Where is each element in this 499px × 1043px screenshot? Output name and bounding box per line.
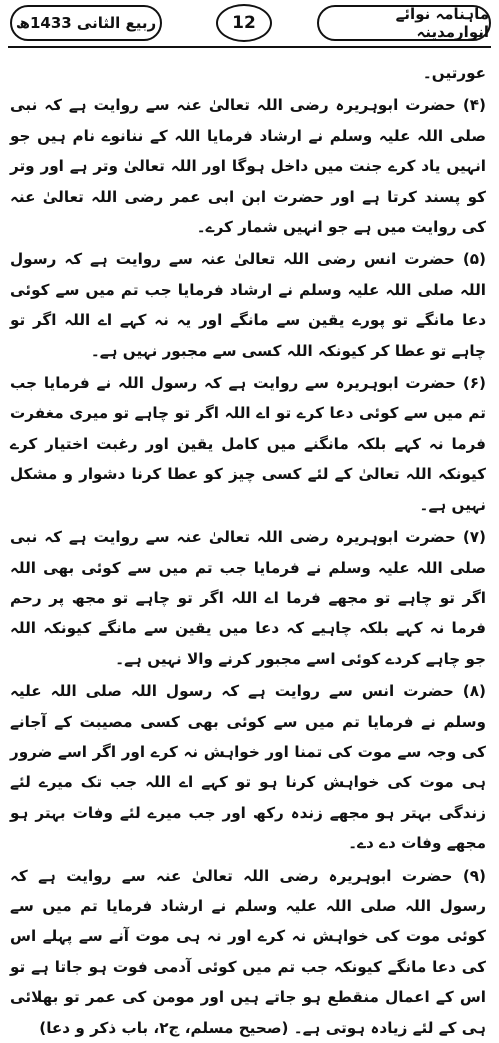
- header-divider: [8, 46, 491, 48]
- paragraph-6: (۶) حضرت ابوہریرہ سے روایت ہے کہ رسول اللہ نے فرمایا جب تم میں سے کوئی دعا کرے تو اے اللہ اگر تو چاہے تو میری مغفرت فرما نہ کہے بلکہ مانگنے میں کامل یقین اور رغبت اختیار کرے کیونکہ اللہ تعالیٰ کے لئے کسی چیز کو عطا کرنا دشوار و مشکل نہیں ہے۔: [10, 374, 486, 514]
- paragraph-9: (۹) حضرت ابوہریرہ رضی اللہ تعالیٰ عنہ سے روایت ہے کہ رسول اللہ صلی اللہ علیہ وسلم نے ارشاد فرمایا تم میں سے کوئی موت کی خواہش نہ کرے اور نہ ہی موت آنے سے پہلے اس کی دعا مانگے کیونکہ جب تم میں کوئی آدمی فوت ہو جاتا ہے تو اس کے اعمال منقطع ہو جاتے ہیں اور مومن کی عمر تو بھلائی ہی کے لئے زیادہ ہوتی ہے۔ (صحیح مسلم، ج۲، باب ذکر و دعا): [10, 866, 486, 1037]
- page-number: 12: [216, 4, 272, 42]
- issue-date: ربیع الثانی 1433ھ: [10, 5, 162, 41]
- magazine-title: ماہنامہ نوائے انوارمدینہ: [317, 5, 491, 41]
- paragraph-4: (۴) حضرت ابوہریرہ رضی اللہ تعالیٰ عنہ سے روایت ہے کہ نبی صلی اللہ علیہ وسلم نے ارشاد فرمایا اللہ کے ننانوے نام ہیں جو انہیں یاد کرے جنت میں داخل ہوگا اور اللہ تعالیٰ وتر ہے اور وتر کو پسند کرتا ہے اور حضرت ابن ابی عمر رضی اللہ تعالیٰ عنہ کی روایت میں ہے جو انہیں شمار کرے۔: [10, 96, 486, 237]
- paragraph-5: (۵) حضرت انس رضی اللہ تعالیٰ عنہ سے روایت ہے کہ رسول اللہ صلی اللہ علیہ وسلم نے ارشاد فرمایا جب تم میں سے کوئی دعا مانگے تو پورے یقین سے مانگے اور یہ نہ کہے اے اللہ اگر تو چاہے تو عطا کر کیونکہ اللہ کسی سے مجبور نہیں ہے۔: [10, 250, 486, 360]
- paragraph-intro: عورتیں۔: [422, 64, 486, 82]
- paragraph-7: (۷) حضرت ابوہریرہ رضی اللہ تعالیٰ عنہ سے روایت ہے کہ نبی صلی اللہ علیہ وسلم نے فرمایا جب تم میں سے کوئی بھی اللہ اگر تو چاہے تو مجھے فرما اے اللہ اگر تو چاہے تو مجھ پر رحم فرما نہ کہے بلکہ چاہیے کہ دعا میں یقین سے مانگے کیونکہ اللہ جو چاہے کردے کوئی اسے مجبور کرنے والا نہیں ہے۔: [10, 528, 486, 668]
- paragraph-8: (۸) حضرت انس سے روایت ہے کہ رسول اللہ صلی اللہ علیہ وسلم نے فرمایا تم میں سے کوئی بھی کسی مصیبت کے آجانے کی وجہ سے موت کی تمنا اور خواہش نہ کرے اور اگر اسے ضرور ہی موت کی خواہش کرنا ہو تو کہے اے اللہ جب تک میرے لئے زندگی بہتر ہو مجھے زندہ رکھ اور جب میرے لئے وفات بہتر ہو مجھے وفات دے دے۔: [10, 682, 486, 853]
- page-header: [0, 0, 499, 50]
- article-body: [10, 58, 486, 1043]
